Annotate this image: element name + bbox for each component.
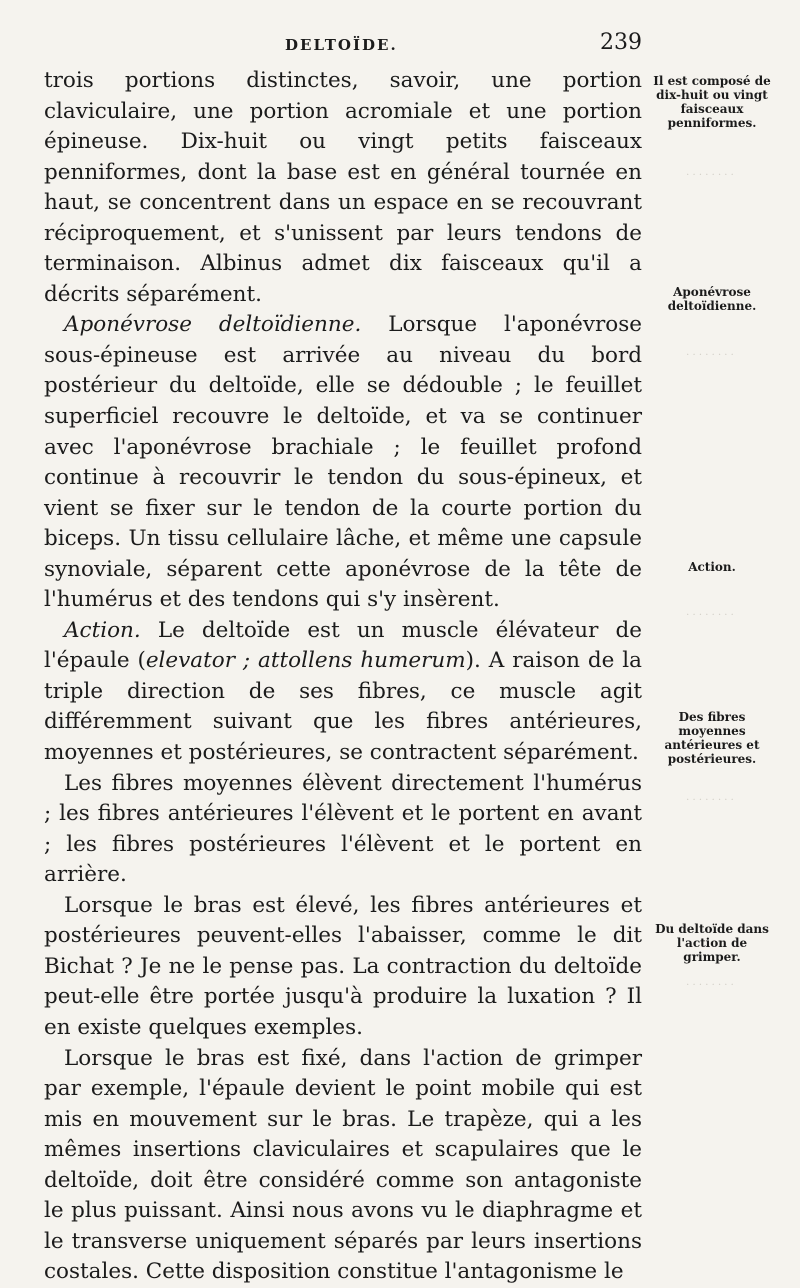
paragraph-action-text-1: Le deltoïde est un muscle élévateur de l'épaule ( [44, 617, 642, 674]
paragraph-grimper: Lorsque le bras est fixé, dans l'action de grimper par exemple, l'épaule devient le point mobile qui est mis en mouvement sur le bras. Le trapèze, qui a les mêmes insertions claviculaires et scapulaires que le deltoïde, doit être considéré comme son antagoniste le plus puissant. Ainsi nous avons vu le diaphragme et le transverse uniquement séparés par leurs insertions costales. Cette disposition constitue l'antagonisme le [44, 1045, 642, 1285]
bleed-through-text: · · · · · · · · [686, 170, 734, 181]
margin-note-action: Action. [688, 560, 736, 574]
section-title-aponevrose: Aponévrose deltoïdienne. [64, 312, 362, 338]
paragraph-fibres: Les fibres moyennes élèvent directement l'humérus ; les fibres antérieures l'élèvent et le portent en avant ; les fibres postérieures l'élèvent et le portent en arrière. [44, 770, 642, 888]
margin-note-composition: Il est composé de dix-huit ou vingt faisceaux penniformes. [653, 74, 771, 130]
page-header [0, 28, 800, 62]
paragraph-bichat: Lorsque le bras est élevé, les fibres antérieures et postérieures peuvent-elles l'abaisser, comme le dit Bichat ? Je ne le pense pas. La contraction du deltoïde peut-elle être portée jusqu'à produire la luxation ? Il en existe quelques exemples. [44, 892, 642, 1040]
bleed-through-text: · · · · · · · · [686, 610, 734, 621]
section-title-action: Action. [64, 617, 141, 643]
paragraph-action-text-2: ). A raison de la triple direction de ses fibres, ce muscle agit différemment suivant que les fibres antérieures, moyennes et postérieures, se contractent séparément. [44, 648, 642, 766]
latin-term: elevator ; attollens humerum [145, 648, 466, 674]
running-title: DELTOÏDE. [285, 36, 398, 54]
bleed-through-text: · · · · · · · · [686, 350, 734, 361]
bleed-through-text: · · · · · · · · [686, 795, 734, 806]
margin-note-fibres: Des fibres moyennes antérieures et postérieures. [664, 710, 760, 766]
paragraph-aponevrose-text: Lorsque l'aponévrose sous-épineuse est arrivée au niveau du bord postérieur du deltoïde, elle se dédouble ; le feuillet superficiel recouvre le deltoïde, et va se continuer avec l'aponévrose brachiale ; le feuillet profond continue à recouvrir le tendon du sous-épineux, et vient se fixer sur le tendon de la courte portion du biceps. Un tissu cellulaire lâche, et même une capsule synoviale, séparent cette aponévrose de la tête de l'humérus et des tendons qui s'y insèrent. [44, 312, 643, 613]
margin-note-aponevrose: Aponévrose deltoïdienne. [667, 285, 757, 313]
page-number: 239 [600, 30, 642, 55]
paragraph-continuation: trois portions distinctes, savoir, une portion claviculaire, une portion acromiale et une portion épineuse. Dix-huit ou vingt petits faisceaux penniformes, dont la base est en général tournée en haut, se concentrent dans un espace en se recouvrant réciproquement, et s'unissent par leurs tendons de terminaison. Albinus admet dix faisceaux qu'il a décrits séparément. [44, 68, 642, 307]
bleed-through-text: · · · · · · · · [686, 980, 734, 991]
main-text [44, 66, 642, 1288]
paragraph-aponevrose [44, 310, 642, 615]
margin-note-grimper: Du deltoïde dans l'action de grimper. [655, 922, 769, 964]
paragraph-action [44, 616, 642, 769]
